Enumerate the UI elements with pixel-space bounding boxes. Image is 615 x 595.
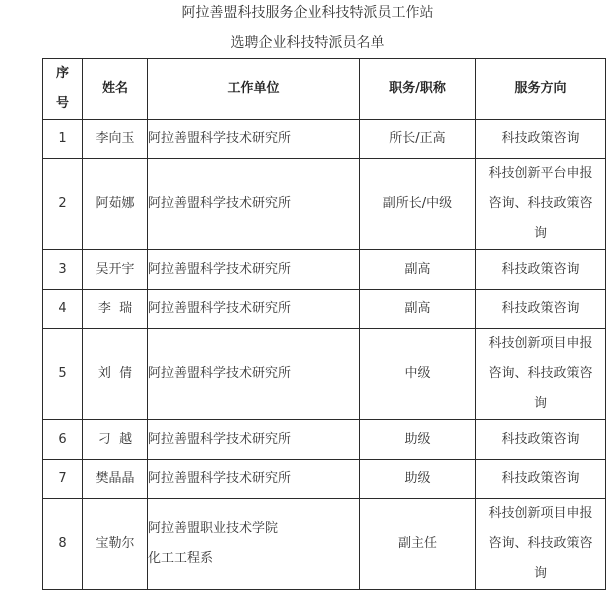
table-row (43, 420, 606, 460)
cell-direction (476, 120, 606, 159)
cell-title: 副高 (360, 290, 476, 329)
cell-unit (148, 499, 360, 590)
cell-name: 刁 越 (83, 420, 148, 460)
table-row (43, 250, 606, 290)
cell-title: 所长/正高 (360, 120, 476, 159)
cell-direction-line: 科技政策咨询 (501, 431, 580, 447)
roster-table (42, 58, 606, 590)
cell-direction-line: 科技创新项目申报 (488, 336, 593, 351)
cell-direction-line: 咨询、科技政策咨 (488, 536, 593, 551)
cell-number: 3 (43, 250, 83, 290)
cell-name: 刘 倩 (83, 329, 148, 420)
roster-body (43, 120, 606, 590)
cell-unit-line: 阿拉善盟科学技术研究所 (148, 301, 292, 316)
table-row (43, 290, 606, 329)
cell-title: 助级 (360, 420, 476, 460)
cell-direction-line: 科技政策咨询 (501, 261, 580, 277)
cell-number: 4 (43, 290, 83, 329)
table-row (43, 120, 606, 159)
cell-name: 吴开宇 (83, 250, 148, 290)
cell-number: 6 (43, 420, 83, 460)
cell-unit (148, 460, 360, 499)
cell-unit (148, 290, 360, 329)
cell-name: 李向玉 (83, 120, 148, 159)
cell-direction (476, 499, 606, 590)
cell-direction-line: 科技创新平台申报 (488, 166, 593, 181)
cell-direction-line: 科技创新项目申报 (488, 506, 593, 521)
cell-title: 副高 (360, 250, 476, 290)
cell-name: 阿茹娜 (83, 159, 148, 250)
cell-unit (148, 420, 360, 460)
cell-title: 副主任 (360, 499, 476, 590)
document-subtitle: 选聘企业科技特派员名单 (230, 35, 385, 51)
cell-direction-line: 咨询、科技政策咨 (488, 366, 593, 381)
header-row (43, 59, 606, 120)
table-row (43, 499, 606, 590)
header-number (43, 59, 83, 120)
header-unit: 工作单位 (148, 59, 360, 120)
cell-title: 中级 (360, 329, 476, 420)
header-title: 职务/职称 (360, 59, 476, 120)
cell-unit (148, 250, 360, 290)
table-row (43, 159, 606, 250)
cell-direction-line: 询 (533, 226, 547, 241)
document-title: 阿拉善盟科技服务企业科技特派员工作站 (181, 5, 434, 21)
cell-direction-line: 科技政策咨询 (501, 131, 580, 146)
cell-unit-line: 阿拉善盟科学技术研究所 (148, 131, 292, 146)
cell-number: 2 (43, 159, 83, 250)
header-direction: 服务方向 (476, 59, 606, 120)
cell-direction-line: 询 (533, 396, 547, 411)
cell-name: 李 瑞 (83, 290, 148, 329)
cell-name: 樊晶晶 (83, 460, 148, 499)
cell-unit-line: 阿拉善盟科学技术研究所 (148, 366, 292, 381)
cell-direction (476, 420, 606, 460)
cell-unit-line: 化工工程系 (148, 551, 214, 566)
cell-direction-line: 询 (533, 566, 547, 581)
cell-direction-line: 科技政策咨询 (501, 301, 580, 316)
cell-direction (476, 159, 606, 250)
cell-direction (476, 250, 606, 290)
table-row (43, 460, 606, 499)
cell-unit-line: 阿拉善盟科学技术研究所 (148, 431, 292, 447)
cell-direction-line: 科技政策咨询 (501, 471, 580, 486)
table-row (43, 329, 606, 420)
cell-title: 副所长/中级 (360, 159, 476, 250)
cell-direction-line: 咨询、科技政策咨 (488, 196, 593, 211)
cell-unit-line: 阿拉善盟科学技术研究所 (148, 471, 292, 486)
cell-number: 7 (43, 460, 83, 499)
cell-unit-line: 阿拉善盟科学技术研究所 (148, 196, 292, 211)
cell-number: 1 (43, 120, 83, 159)
header-number-line2: 号 (55, 96, 69, 111)
cell-unit-line: 阿拉善盟职业技术学院 (148, 521, 279, 536)
cell-number: 5 (43, 329, 83, 420)
cell-title: 助级 (360, 460, 476, 499)
header-name: 姓名 (83, 59, 148, 120)
cell-direction (476, 290, 606, 329)
cell-unit-line: 阿拉善盟科学技术研究所 (148, 261, 292, 277)
cell-unit (148, 159, 360, 250)
header-number-line1: 序 (55, 66, 69, 81)
cell-unit (148, 120, 360, 159)
cell-direction (476, 460, 606, 499)
cell-unit (148, 329, 360, 420)
cell-number: 8 (43, 499, 83, 590)
cell-name: 宝勒尔 (83, 499, 148, 590)
cell-direction (476, 329, 606, 420)
